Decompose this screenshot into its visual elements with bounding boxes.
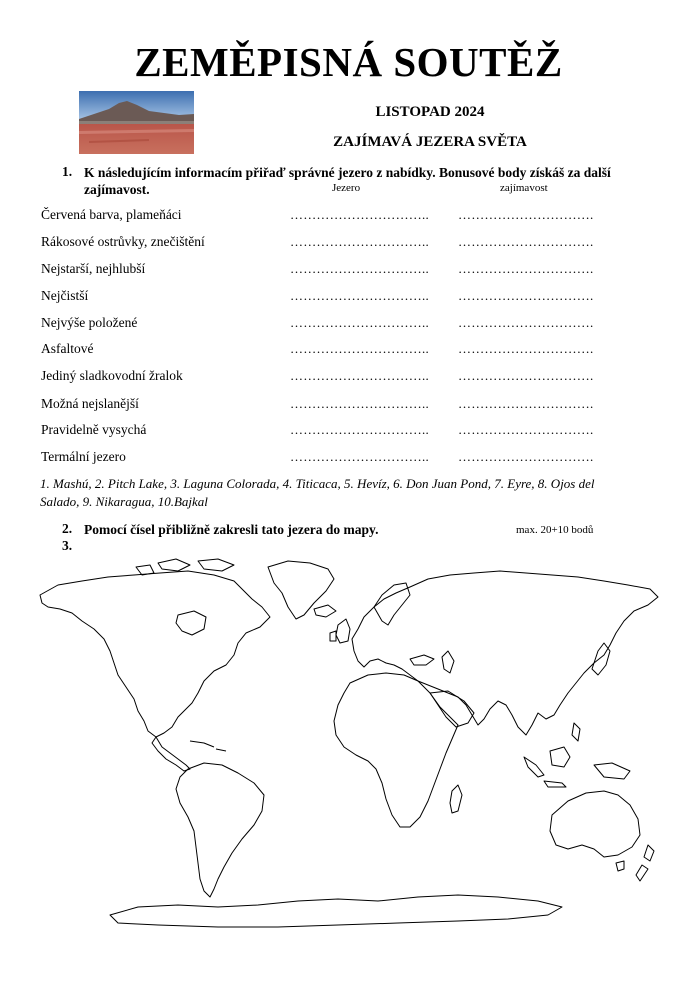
row-label: Rákosové ostrůvky, znečištění [41, 234, 205, 249]
task-3-number: 3. [62, 538, 73, 553]
fact-answer-field[interactable]: …………………………. [458, 449, 594, 464]
south-america-outline [176, 763, 264, 897]
world-map[interactable] [38, 555, 660, 935]
lake-options-line2: Salado, 9. Nikaragua, 10.Bajkal [40, 494, 208, 509]
date-heading: LISTOPAD 2024 [375, 104, 485, 120]
lake-answer-field[interactable]: ………………………….. [290, 422, 429, 437]
lake-answer-field[interactable]: ………………………….. [290, 261, 429, 276]
lake-options-list [40, 475, 660, 511]
page-title: ZEMĚPISNÁ SOUTĚŽ [134, 39, 563, 85]
lake-answer-field[interactable]: ………………………….. [290, 368, 429, 383]
fact-answer-field[interactable]: …………………………. [458, 207, 594, 222]
hudson-bay-outline [176, 611, 206, 635]
task-1-text-line2: zajímavost. [84, 182, 150, 197]
british-isles-outline [336, 619, 350, 643]
australia-outline [550, 791, 640, 857]
ireland-outline [330, 631, 336, 641]
lake-photo [79, 91, 194, 154]
lake-answer-field[interactable]: ………………………….. [290, 449, 429, 464]
lake-answer-field[interactable]: ………………………….. [290, 207, 429, 222]
fact-answer-field[interactable]: …………………………. [458, 396, 594, 411]
task-1-text-line1: K následujícím informacím přiřaď správné jezero z nabídky. Bonusové body získáš za další [84, 165, 611, 180]
row-label: Možná nejslanější [41, 396, 139, 411]
sumatra-outline [524, 757, 544, 777]
philippines-outline [572, 723, 580, 741]
new-zealand-outline [644, 845, 654, 861]
row-label: Nejstarší, nejhlubší [41, 261, 146, 276]
row-label: Jediný sladkovodní žralok [41, 368, 183, 383]
arctic-island [136, 565, 154, 575]
java-outline [544, 781, 566, 787]
arctic-island [158, 559, 190, 571]
lake-answer-field[interactable]: ………………………….. [290, 288, 429, 303]
fact-answer-field[interactable]: …………………………. [458, 368, 594, 383]
eurasia-outline [352, 571, 658, 735]
column-header-fact: zajímavost [500, 182, 548, 194]
new-zealand-outline [636, 865, 648, 881]
row-label: Nejvýše položené [41, 315, 138, 330]
lake-answer-field[interactable]: ………………………….. [290, 341, 429, 356]
japan-outline [592, 643, 610, 675]
caspian-sea-outline [442, 651, 454, 673]
task-2-text: Pomocí čísel přibližně zakresli tato jezera do mapy. [84, 522, 379, 537]
column-header-lake: Jezero [332, 182, 361, 194]
row-label: Termální jezero [41, 449, 126, 464]
row-label: Pravidelně vysychá [41, 422, 147, 437]
topic-heading: ZAJÍMAVÁ JEZERA SVĚTA [333, 134, 527, 150]
greenland-outline [268, 561, 334, 619]
max-points: max. 20+10 bodů [516, 524, 594, 536]
lake-options-line1: 1. Mashú, 2. Pitch Lake, 3. Laguna Colorada, 4. Titicaca, 5. Hevíz, 6. Don Juan Pond, 7. Eyre, 8. Ojos del [40, 476, 595, 491]
lake-answer-field[interactable]: ………………………….. [290, 315, 429, 330]
row-label: Asfaltové [41, 341, 94, 356]
fact-answer-field[interactable]: …………………………. [458, 234, 594, 249]
lake-answer-field[interactable]: ………………………….. [290, 396, 429, 411]
fact-answer-field[interactable]: …………………………. [458, 315, 594, 330]
fact-answer-field[interactable]: …………………………. [458, 422, 594, 437]
fact-answer-field[interactable]: …………………………. [458, 341, 594, 356]
black-sea-outline [410, 655, 434, 665]
iceland-outline [314, 605, 336, 617]
north-america-outline [40, 571, 270, 737]
antarctica-outline [110, 895, 562, 927]
madagascar-outline [450, 785, 462, 813]
row-label: Nejčistší [41, 288, 89, 303]
task-2-number: 2. [62, 521, 73, 536]
tasmania-outline [616, 861, 624, 871]
caribbean-islands [190, 741, 226, 751]
arabia-outline [430, 691, 474, 727]
arctic-island [198, 559, 234, 571]
borneo-outline [550, 747, 570, 767]
central-america-outline [152, 737, 190, 771]
lake-answer-field[interactable]: ………………………….. [290, 234, 429, 249]
task-1-number: 1. [62, 164, 73, 179]
row-label: Červená barva, plameňáci [41, 207, 182, 222]
fact-answer-field[interactable]: …………………………. [458, 261, 594, 276]
new-guinea-outline [594, 763, 630, 779]
fact-answer-field[interactable]: …………………………. [458, 288, 594, 303]
africa-outline [334, 673, 458, 827]
